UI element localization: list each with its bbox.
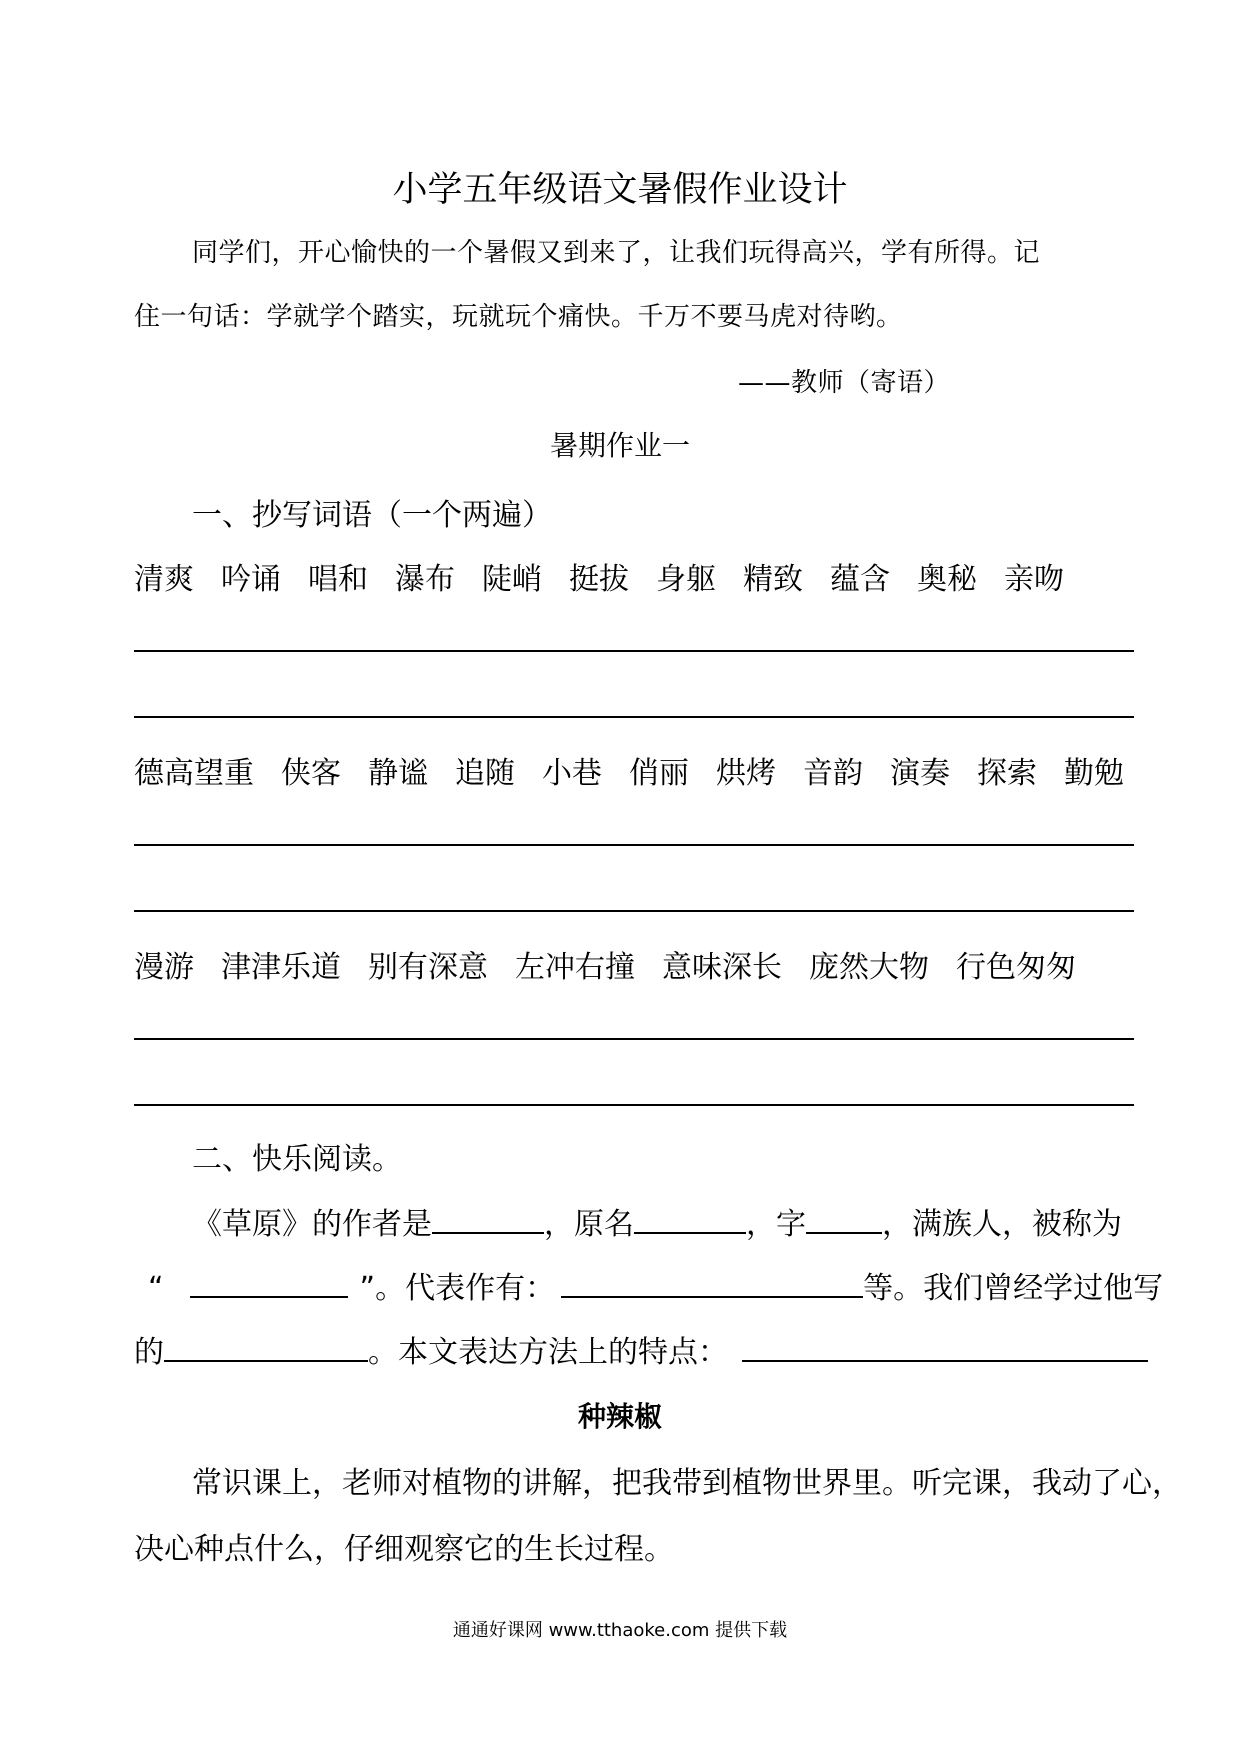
word: 德高望重 <box>134 756 254 791</box>
answer-blank[interactable] <box>432 1198 544 1234</box>
word: 行色匆匆 <box>956 950 1076 985</box>
word: 音韵 <box>803 756 863 791</box>
word: 别有深意 <box>368 950 488 985</box>
word: 津津乐道 <box>221 950 341 985</box>
answer-blank[interactable] <box>164 1326 368 1362</box>
story-line-2: 决心种点什么，仔细观察它的生长过程。 <box>134 1532 674 1567</box>
word: 唱和 <box>308 562 368 597</box>
word: 庞然大物 <box>809 950 929 985</box>
intro-line-1: 同学们，开心愉快的一个暑假又到来了，让我们玩得高兴，学有所得。记 <box>192 238 1041 268</box>
word: 演奏 <box>890 756 950 791</box>
question-text: “ <box>148 1271 164 1306</box>
writing-line <box>134 844 1134 846</box>
word: 瀑布 <box>395 562 455 597</box>
word-row-1 <box>134 554 1064 598</box>
word-row-3 <box>134 942 1076 986</box>
word: 陡峭 <box>482 562 542 597</box>
writing-line <box>134 910 1134 912</box>
question-text: ，字 <box>746 1207 806 1242</box>
writing-line <box>134 650 1134 652</box>
word: 亲吻 <box>1004 562 1064 597</box>
word: 蕴含 <box>830 562 890 597</box>
intro-line-2: 住一句话：学就学个踏实，玩就玩个痛快。千万不要马虎对待哟。 <box>134 302 903 332</box>
word: 追随 <box>455 756 515 791</box>
word: 吟诵 <box>221 562 281 597</box>
word: 奥秘 <box>917 562 977 597</box>
word: 身躯 <box>656 562 716 597</box>
writing-line <box>134 1104 1134 1106</box>
word: 勤勉 <box>1064 756 1124 791</box>
word: 烘烤 <box>716 756 776 791</box>
answer-blank[interactable] <box>634 1198 746 1234</box>
word: 静谧 <box>368 756 428 791</box>
question-text: 等。我们曾经学过他写 <box>863 1271 1164 1306</box>
word: 小巷 <box>542 756 602 791</box>
fill-line-1 <box>192 1198 1122 1243</box>
story-title: 种辣椒 <box>577 1400 662 1433</box>
writing-line <box>134 716 1134 718</box>
story-line-1: 常识课上，老师对植物的讲解，把我带到植物世界里。听完课，我动了心， <box>192 1466 1182 1501</box>
word: 挺拔 <box>569 562 629 597</box>
word-row-2 <box>134 748 1124 792</box>
page-title: 小学五年级语文暑假作业设计 <box>392 170 848 210</box>
section1-heading: 一、抄写词语（一个两遍） <box>192 498 552 533</box>
fill-line-3 <box>134 1326 1148 1371</box>
question-text: ，原名 <box>544 1207 634 1242</box>
section2-heading: 二、快乐阅读。 <box>192 1142 402 1177</box>
word: 清爽 <box>134 562 194 597</box>
answer-blank[interactable] <box>190 1262 348 1298</box>
word: 漫游 <box>134 950 194 985</box>
answer-blank[interactable] <box>561 1262 863 1298</box>
intro-signature: ——教师（寄语） <box>738 368 951 398</box>
question-text: 的 <box>134 1335 164 1370</box>
footer-credit: 通通好课网 www.tthaoke.com 提供下载 <box>452 1620 788 1641</box>
question-text: 《草原》的作者是 <box>192 1207 432 1242</box>
question-text: ”。代表作有： <box>359 1271 556 1306</box>
word: 左冲右撞 <box>515 950 635 985</box>
word: 探索 <box>977 756 1037 791</box>
word: 侠客 <box>281 756 341 791</box>
answer-blank[interactable] <box>742 1326 1148 1362</box>
answer-blank[interactable] <box>806 1198 882 1234</box>
word: 精致 <box>743 562 803 597</box>
fill-line-2 <box>134 1262 1163 1307</box>
question-text: ，满族人，被称为 <box>882 1207 1122 1242</box>
word: 俏丽 <box>629 756 689 791</box>
question-text: 。本文表达方法上的特点： <box>368 1335 728 1370</box>
writing-line <box>134 1038 1134 1040</box>
word: 意味深长 <box>662 950 782 985</box>
homework-heading: 暑期作业一 <box>549 429 690 462</box>
